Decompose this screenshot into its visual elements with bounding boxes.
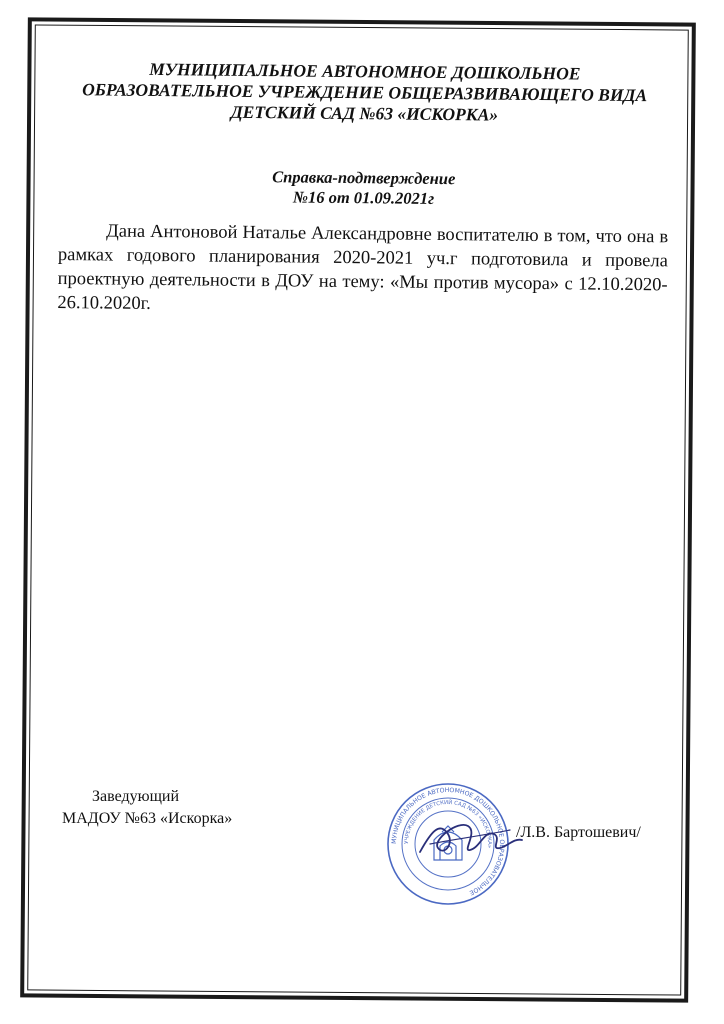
document-title-block bbox=[58, 165, 668, 211]
document-number: №16 от 01.09.2021г bbox=[292, 187, 435, 208]
position-title: Заведующий bbox=[92, 788, 180, 805]
document-body: Дана Антоновой Наталье Александровне воспитателю в том, что она в рамках годового планирования 2020-2021 уч.г подготовила и провела проектную деятельности в ДОУ на тему: «Мы против мусора» с 12.10.2020-26.10.2020г. bbox=[57, 221, 669, 314]
organization-header bbox=[59, 58, 670, 127]
stamp-outer-text: МУНИЦИПАЛЬНОЕ АВТОНОМНОЕ ДОШКОЛЬНОЕ ОБРАЗОВАТЕЛЬНОЕ bbox=[390, 786, 506, 897]
signatory-name: /Л.В. Бартошевич/ bbox=[516, 824, 641, 841]
position-organization: МАДОУ №63 «Искорка» bbox=[62, 810, 233, 827]
org-line-3: ДЕТСКИЙ САД №63 «ИСКОРКА» bbox=[230, 101, 499, 125]
document-content bbox=[57, 58, 670, 321]
org-line-2: ОБРАЗОВАТЕЛЬНОЕ УЧРЕЖДЕНИЕ ОБЩЕРАЗВИВАЮЩЕГО ВИДА bbox=[82, 79, 648, 106]
document-title: Справка-подтверждение bbox=[272, 167, 456, 189]
org-line-1: МУНИЦИПАЛЬНОЕ АВТОНОМНОЕ ДОШКОЛЬНОЕ bbox=[149, 58, 581, 84]
stamp-inner-text: УЧРЕЖДЕНИЕ ДЕТСКИЙ САД №63 «ИСКОРКА» bbox=[403, 799, 493, 849]
handwritten-signature bbox=[410, 800, 530, 870]
signatory-position bbox=[62, 786, 232, 830]
